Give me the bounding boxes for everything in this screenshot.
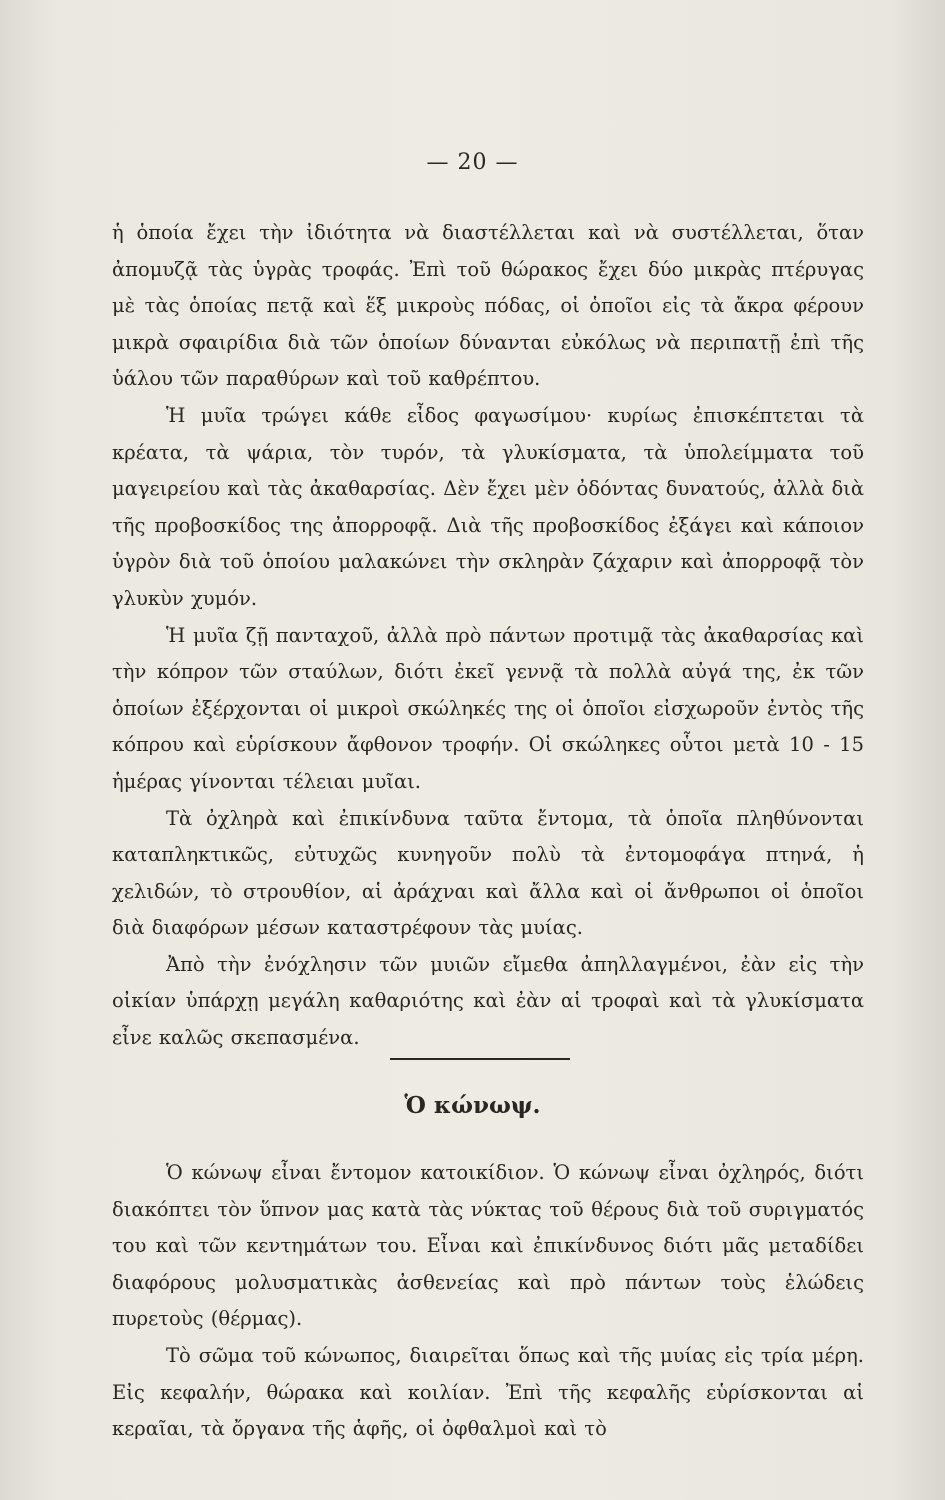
section-divider — [390, 1058, 570, 1060]
paragraph: Ἡ μυῖα τρώγει κάθε εἶδος φαγωσίμου· κυρίως ἐπισκέπτεται τὰ κρέατα, τὰ ψάρια, τὸν τυρόν, τὰ γλυκίσματα, τὰ ὑπολείμματα τοῦ μαγειρείου καὶ τὰς ἀκαθαρσίας. Δὲν ἔχει μὲν ὀδόντας δυνατούς, ἀλλὰ διὰ τῆς προβοσκίδος της ἀπορροφᾷ. Διὰ τῆς προβοσκίδος ἐξάγει καὶ κάποιον ὑγρὸν διὰ τοῦ ὁποίου μαλακώνει τὴν σκληρὰν ζάχαριν καὶ ἀπορροφᾷ τὸν γλυκὺν χυμόν. — [112, 403, 864, 610]
paragraph: Τὰ ὀχληρὰ καὶ ἐπικίνδυνα ταῦτα ἔντομα, τὰ ὁποῖα πληθύνονται καταπληκτικῶς, εὐτυχῶς κυνηγοῦν πολὺ τὰ ἐντομοφάγα πτηνά, ἡ χελιδών, τὸ στρουθίον, αἱ ἀράχναι καὶ ἄλλα καὶ οἱ ἄνθρωποι οἱ ὁποῖοι διὰ διαφόρων μέσων καταστρέφουν τὰς μυίας. — [112, 806, 864, 940]
page-number: — 20 — — [426, 150, 519, 175]
section-one-body — [112, 215, 864, 1057]
section-heading: Ὁ κώνωψ. — [404, 1092, 541, 1119]
paragraph: Ἀπὸ τὴν ἐνόχλησιν τῶν μυιῶν εἴμεθα ἀπηλλαγμένοι, ἐὰν εἰς τὴν οἰκίαν ὑπάρχῃ μεγάλη καθαριότης καὶ ἐὰν αἱ τροφαὶ καὶ τὰ γλυκίσματα εἶνε καλῶς σκεπασμένα. — [112, 952, 864, 1050]
paragraph: Ὁ κώνωψ εἶναι ἔντομον κατοικίδιον. Ὁ κώνωψ εἶναι ὀχληρός, διότι διακόπτει τὸν ὕπνον μας κατὰ τὰς νύκτας τοῦ θέρους διὰ τοῦ συριγματός του καὶ τῶν κεντημάτων του. Εἶναι καὶ ἐπικίνδυνος διότι μᾶς μεταδίδει διαφόρους μολυσματικὰς ἀσθενείας καὶ πρὸ πάντων τοὺς ἑλώδεις πυρετοὺς (θέρμας). — [112, 1161, 864, 1331]
paragraph: Ἡ μυῖα ζῇ πανταχοῦ, ἀλλὰ πρὸ πάντων προτιμᾷ τὰς ἀκαθαρσίας καὶ τὴν κόπρον τῶν σταύλων, διότι ἐκεῖ γεννᾷ τὰ πολλὰ αὐγά της, ἐκ τῶν ὁποίων ἐξέρχονται οἱ μικροὶ σκώληκές της οἱ ὁποῖοι εἰσχωροῦν ἐντὸς τῆς κόπρου καὶ εὑρίσκουν ἄφθονον τροφήν. Οἱ σκώληκες οὗτοι μετὰ 10 - 15 ἡμέρας γίνονται τέλειαι μυῖαι. — [112, 623, 864, 793]
paragraph-continuation: ἡ ὁποία ἔχει τὴν ἰδιότητα νὰ διαστέλλεται καὶ νὰ συστέλλεται, ὅταν ἀπομυζᾷ τὰς ὑγρὰς τροφάς. Ἐπὶ τοῦ θώρακος ἔχει δύο μικρὰς πτέρυγας μὲ τὰς ὁποίας πετᾷ καὶ ἕξ μικροὺς πόδας, οἱ ὁποῖοι εἰς τὰ ἄκρα φέρουν μικρὰ σφαιρίδια διὰ τῶν ὁποίων δύνανται εὐκόλως νὰ περιπατῇ ἐπὶ τῆς ὑάλου τῶν παραθύρων καὶ τοῦ καθρέπτου. — [112, 221, 864, 391]
paragraph: Τὸ σῶμα τοῦ κώνωπος, διαιρεῖται ὅπως καὶ τῆς μυίας εἰς τρία μέρη. Εἰς κεφαλήν, θώρακα καὶ κοιλίαν. Ἐπὶ τῆς κεφαλῆς εὑρίσκονται αἱ κεραῖαι, τὰ ὄργανα τῆς ἁφῆς, οἱ ὀφθαλμοὶ καὶ τὸ — [112, 1343, 864, 1441]
section-two-body — [112, 1155, 864, 1448]
